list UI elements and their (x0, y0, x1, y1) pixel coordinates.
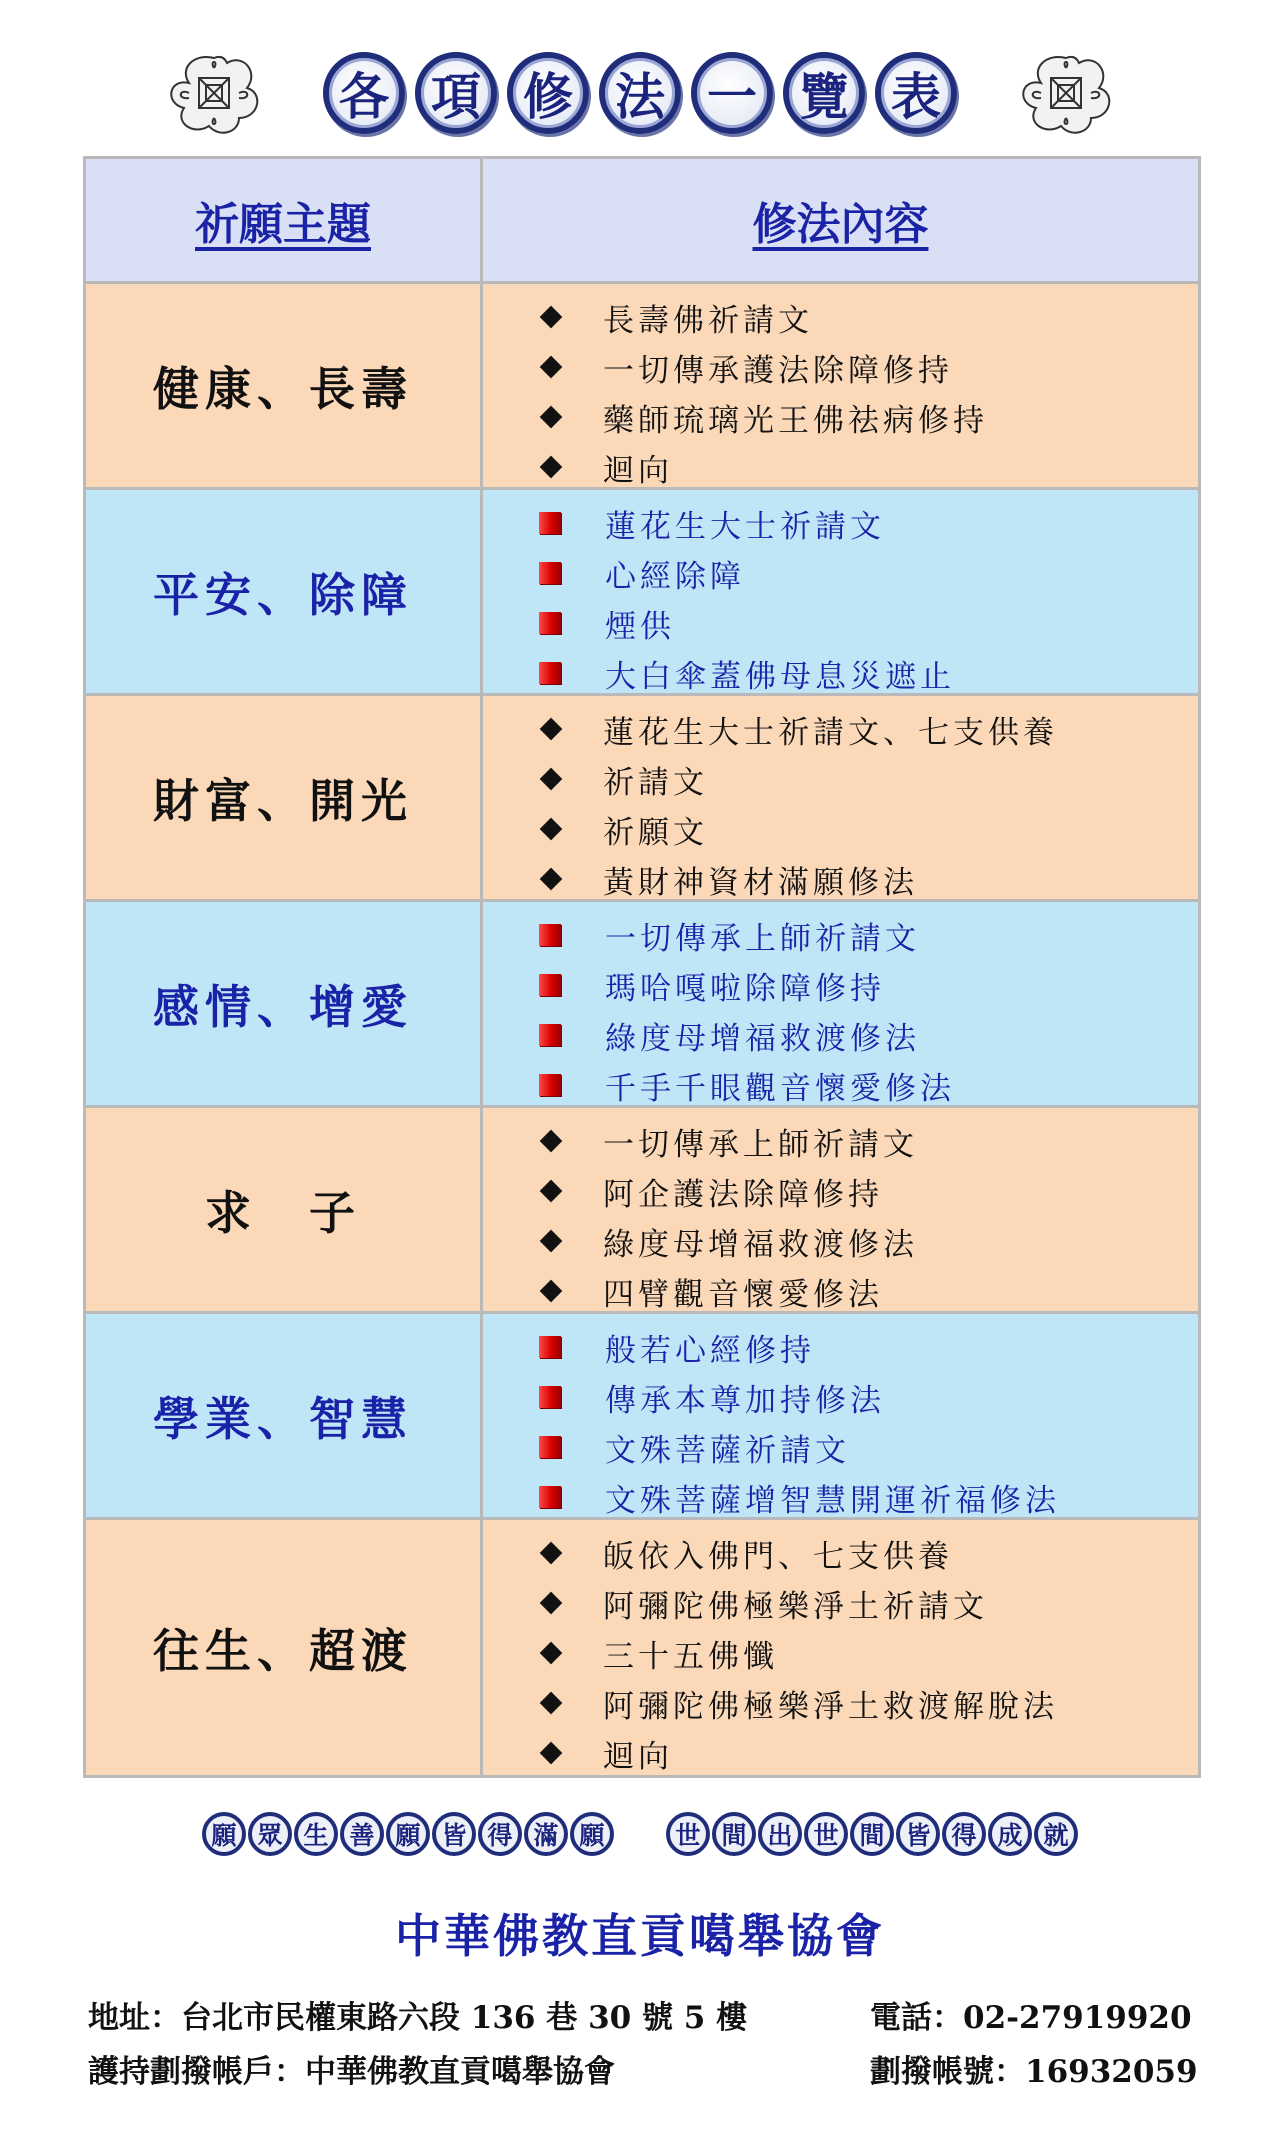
table-row (86, 1520, 1198, 1775)
table-row (86, 696, 1198, 902)
table-row (86, 284, 1198, 490)
title-char: 一 (691, 52, 773, 134)
diamond-bullet-icon (540, 1280, 563, 1303)
list-item: 綠度母增福救渡修法 (533, 1216, 1198, 1266)
table-row (86, 1314, 1198, 1520)
diamond-bullet-icon (540, 1180, 563, 1203)
list-item: 四臂觀音懷愛修法 (533, 1266, 1198, 1316)
slogan-char: 間 (712, 1812, 756, 1856)
row-topic: 平安、除障 (86, 490, 483, 693)
address: 地址：台北市民權東路六段 136 巷 30 號 5 樓 (88, 2000, 748, 2036)
slogan-char: 得 (942, 1812, 986, 1856)
diamond-bullet-icon (540, 1642, 563, 1665)
slogan-char: 間 (850, 1812, 894, 1856)
diamond-bullet-icon (540, 406, 563, 429)
red-square-bullet-icon (539, 1486, 561, 1508)
list-item: 迴向 (533, 442, 1198, 492)
slogan-char: 世 (804, 1812, 848, 1856)
slogan-char: 願 (386, 1812, 430, 1856)
list-item: 蓮花生大士祈請文、七支供養 (533, 704, 1198, 754)
list-item: 千手千眼觀音懷愛修法 (533, 1060, 1198, 1110)
slogan-char: 滿 (524, 1812, 568, 1856)
title-char: 項 (415, 52, 497, 134)
list-item: 一切傳承上師祈請文 (533, 1116, 1198, 1166)
list-item: 迴向 (533, 1728, 1198, 1778)
list-item: 煙供 (533, 598, 1198, 648)
row-items (483, 1314, 1198, 1517)
slogan-char: 成 (988, 1812, 1032, 1856)
slogan-char: 皆 (432, 1812, 476, 1856)
list-item: 綠度母增福救渡修法 (533, 1010, 1198, 1060)
diamond-bullet-icon (540, 456, 563, 479)
title-char: 覽 (783, 52, 865, 134)
row-items (483, 490, 1198, 693)
title-char: 修 (507, 52, 589, 134)
red-square-bullet-icon (539, 1024, 561, 1046)
list-item: 瑪哈嘎啦除障修持 (533, 960, 1198, 1010)
account-label: 護持劃撥帳戶：中華佛教直貢噶舉協會 (88, 2054, 615, 2090)
row-items (483, 696, 1198, 899)
slogan-char: 就 (1034, 1812, 1078, 1856)
row-topic: 感情、增愛 (86, 902, 483, 1105)
slogan-char: 皆 (896, 1812, 940, 1856)
slogan-char: 出 (758, 1812, 802, 1856)
red-square-bullet-icon (539, 512, 561, 534)
row-topic: 健康、長壽 (86, 284, 483, 487)
red-square-bullet-icon (539, 1336, 561, 1358)
list-item: 一切傳承護法除障修持 (533, 342, 1198, 392)
table-row (86, 1108, 1198, 1314)
list-item: 阿彌陀佛極樂淨土祈請文 (533, 1578, 1198, 1628)
row-items (483, 1520, 1198, 1775)
diamond-bullet-icon (540, 1692, 563, 1715)
slogan (0, 1804, 1280, 1864)
list-item: 祈請文 (533, 754, 1198, 804)
table-header (86, 159, 1198, 284)
account-number: 劃撥帳號：16932059 (870, 2054, 1198, 2090)
slogan-part1 (202, 1812, 614, 1856)
list-item: 蓮花生大士祈請文 (533, 498, 1198, 548)
slogan-char: 眾 (248, 1812, 292, 1856)
list-item: 長壽佛祈請文 (533, 292, 1198, 342)
red-square-bullet-icon (539, 924, 561, 946)
slogan-char: 願 (202, 1812, 246, 1856)
red-square-bullet-icon (539, 974, 561, 996)
red-square-bullet-icon (539, 1436, 561, 1458)
list-item: 般若心經修持 (533, 1322, 1198, 1372)
slogan-part2 (666, 1812, 1078, 1856)
red-square-bullet-icon (539, 612, 561, 634)
row-topic: 往生、超渡 (86, 1520, 483, 1775)
list-item: 一切傳承上師祈請文 (533, 910, 1198, 960)
slogan-char: 世 (666, 1812, 710, 1856)
diamond-bullet-icon (540, 718, 563, 741)
slogan-char: 得 (478, 1812, 522, 1856)
list-item: 三十五佛懺 (533, 1628, 1198, 1678)
list-item: 祈願文 (533, 804, 1198, 854)
list-item: 文殊菩薩增智慧開運祈福修法 (533, 1472, 1198, 1522)
red-square-bullet-icon (539, 562, 561, 584)
slogan-char: 生 (294, 1812, 338, 1856)
diamond-bullet-icon (540, 1130, 563, 1153)
footer-contact (88, 1992, 1208, 2037)
slogan-char: 善 (340, 1812, 384, 1856)
row-topic: 學業、智慧 (86, 1314, 483, 1517)
diamond-bullet-icon (540, 356, 563, 379)
diamond-bullet-icon (540, 1230, 563, 1253)
title-text (323, 52, 957, 134)
footer-account (88, 2046, 1208, 2091)
row-items (483, 284, 1198, 487)
list-item: 阿彌陀佛極樂淨土救渡解脫法 (533, 1678, 1198, 1728)
list-item: 阿企護法除障修持 (533, 1166, 1198, 1216)
diamond-bullet-icon (540, 1742, 563, 1765)
title-char: 表 (875, 52, 957, 134)
row-items (483, 902, 1198, 1105)
organization-name: 中華佛教直貢噶舉協會 (395, 1909, 885, 1963)
red-square-bullet-icon (539, 662, 561, 684)
red-square-bullet-icon (539, 1074, 561, 1096)
list-item: 藥師琉璃光王佛祛病修持 (533, 392, 1198, 442)
slogan-char: 願 (570, 1812, 614, 1856)
header-topic: 祈願主題 (86, 159, 483, 281)
title-char: 法 (599, 52, 681, 134)
header-content: 修法內容 (752, 199, 929, 250)
diamond-bullet-icon (540, 768, 563, 791)
list-item: 黃財神資材滿願修法 (533, 854, 1198, 904)
endless-knot-left-icon (159, 48, 269, 138)
diamond-bullet-icon (540, 818, 563, 841)
list-item: 大白傘蓋佛母息災遮止 (533, 648, 1198, 698)
endless-knot-right-icon (1011, 48, 1121, 138)
diamond-bullet-icon (540, 868, 563, 891)
diamond-bullet-icon (540, 306, 563, 329)
list-item: 皈依入佛門、七支供養 (533, 1528, 1198, 1578)
row-items (483, 1108, 1198, 1311)
row-topic: 求 子 (86, 1108, 483, 1311)
row-topic: 財富、開光 (86, 696, 483, 899)
table-row (86, 490, 1198, 696)
title-banner (0, 38, 1280, 148)
list-item: 心經除障 (533, 548, 1198, 598)
list-item: 傳承本尊加持修法 (533, 1372, 1198, 1422)
table-row (86, 902, 1198, 1108)
diamond-bullet-icon (540, 1542, 563, 1565)
diamond-bullet-icon (540, 1592, 563, 1615)
title-char: 各 (323, 52, 405, 134)
list-item: 文殊菩薩祈請文 (533, 1422, 1198, 1472)
phone: 電話：02-27919920 (870, 2000, 1192, 2036)
practice-table (83, 156, 1201, 1778)
red-square-bullet-icon (539, 1386, 561, 1408)
